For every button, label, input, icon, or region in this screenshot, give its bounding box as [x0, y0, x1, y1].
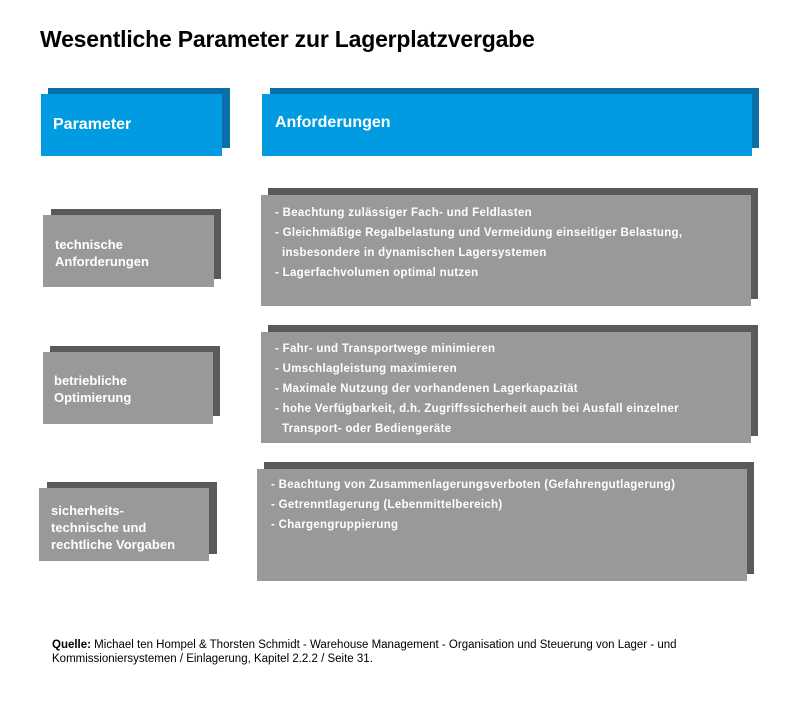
parameter-header-label: Parameter	[53, 116, 132, 133]
list-item: - Maximale Nutzung der vorhandenen Lagerkapazität	[275, 383, 578, 395]
list-item: - hohe Verfügbarkeit, d.h. Zugriffssicherheit auch bei Ausfall einzelner	[275, 403, 679, 415]
requirements-operational	[261, 332, 751, 443]
list-item: - Fahr- und Transportwege minimieren	[275, 343, 496, 355]
category-technical	[43, 215, 214, 287]
list-item: - Beachtung von Zusammenlagerungsverboten (Gefahrengutlagerung)	[271, 479, 676, 491]
list-item: - Beachtung zulässiger Fach- und Feldlasten	[275, 207, 532, 219]
list-item: - Chargengruppierung	[271, 519, 399, 531]
category-operational	[43, 352, 213, 424]
category-operational-line: betriebliche	[54, 373, 127, 388]
requirements-header	[262, 94, 752, 156]
list-item: - Getrenntlagerung (Lebenmittelbereich)	[271, 499, 503, 511]
category-safety-line: sicherheits-	[51, 503, 124, 518]
category-technical-line: technische	[55, 237, 123, 252]
requirements-technical	[261, 195, 751, 306]
list-item: insbesondere in dynamischen Lagersystemen	[275, 247, 547, 259]
requirements-operational-list	[275, 339, 751, 439]
category-technical-line: Anforderungen	[55, 254, 149, 269]
source-citation	[52, 638, 752, 666]
category-safety	[39, 488, 209, 561]
list-item: - Lagerfachvolumen optimal nutzen	[275, 267, 479, 279]
page-title: Wesentliche Parameter zur Lagerplatzvergabe	[40, 26, 535, 52]
source-label: Quelle:	[52, 639, 91, 651]
requirements-header-label: Anforderungen	[275, 114, 391, 131]
category-safety-line: technische und	[51, 520, 147, 535]
list-item: - Umschlagleistung maximieren	[275, 363, 457, 375]
list-item: Transport- oder Bediengeräte	[275, 423, 452, 435]
category-operational-line: Optimierung	[54, 390, 132, 405]
parameter-header	[41, 94, 222, 156]
requirements-safety	[257, 469, 747, 581]
source-text: Michael ten Hompel & Thorsten Schmidt - Warehouse Management - Organisation und Steuerung von Lager - und Kommissioniersystemen / Einlagerung, Kapitel 2.2.2 / Seite 31.	[52, 639, 677, 665]
list-item: - Gleichmäßige Regalbelastung und Vermeidung einseitiger Belastung,	[275, 227, 683, 239]
category-safety-line: rechtliche Vorgaben	[51, 537, 176, 552]
requirements-technical-list	[275, 203, 751, 283]
requirements-safety-list	[271, 475, 747, 535]
